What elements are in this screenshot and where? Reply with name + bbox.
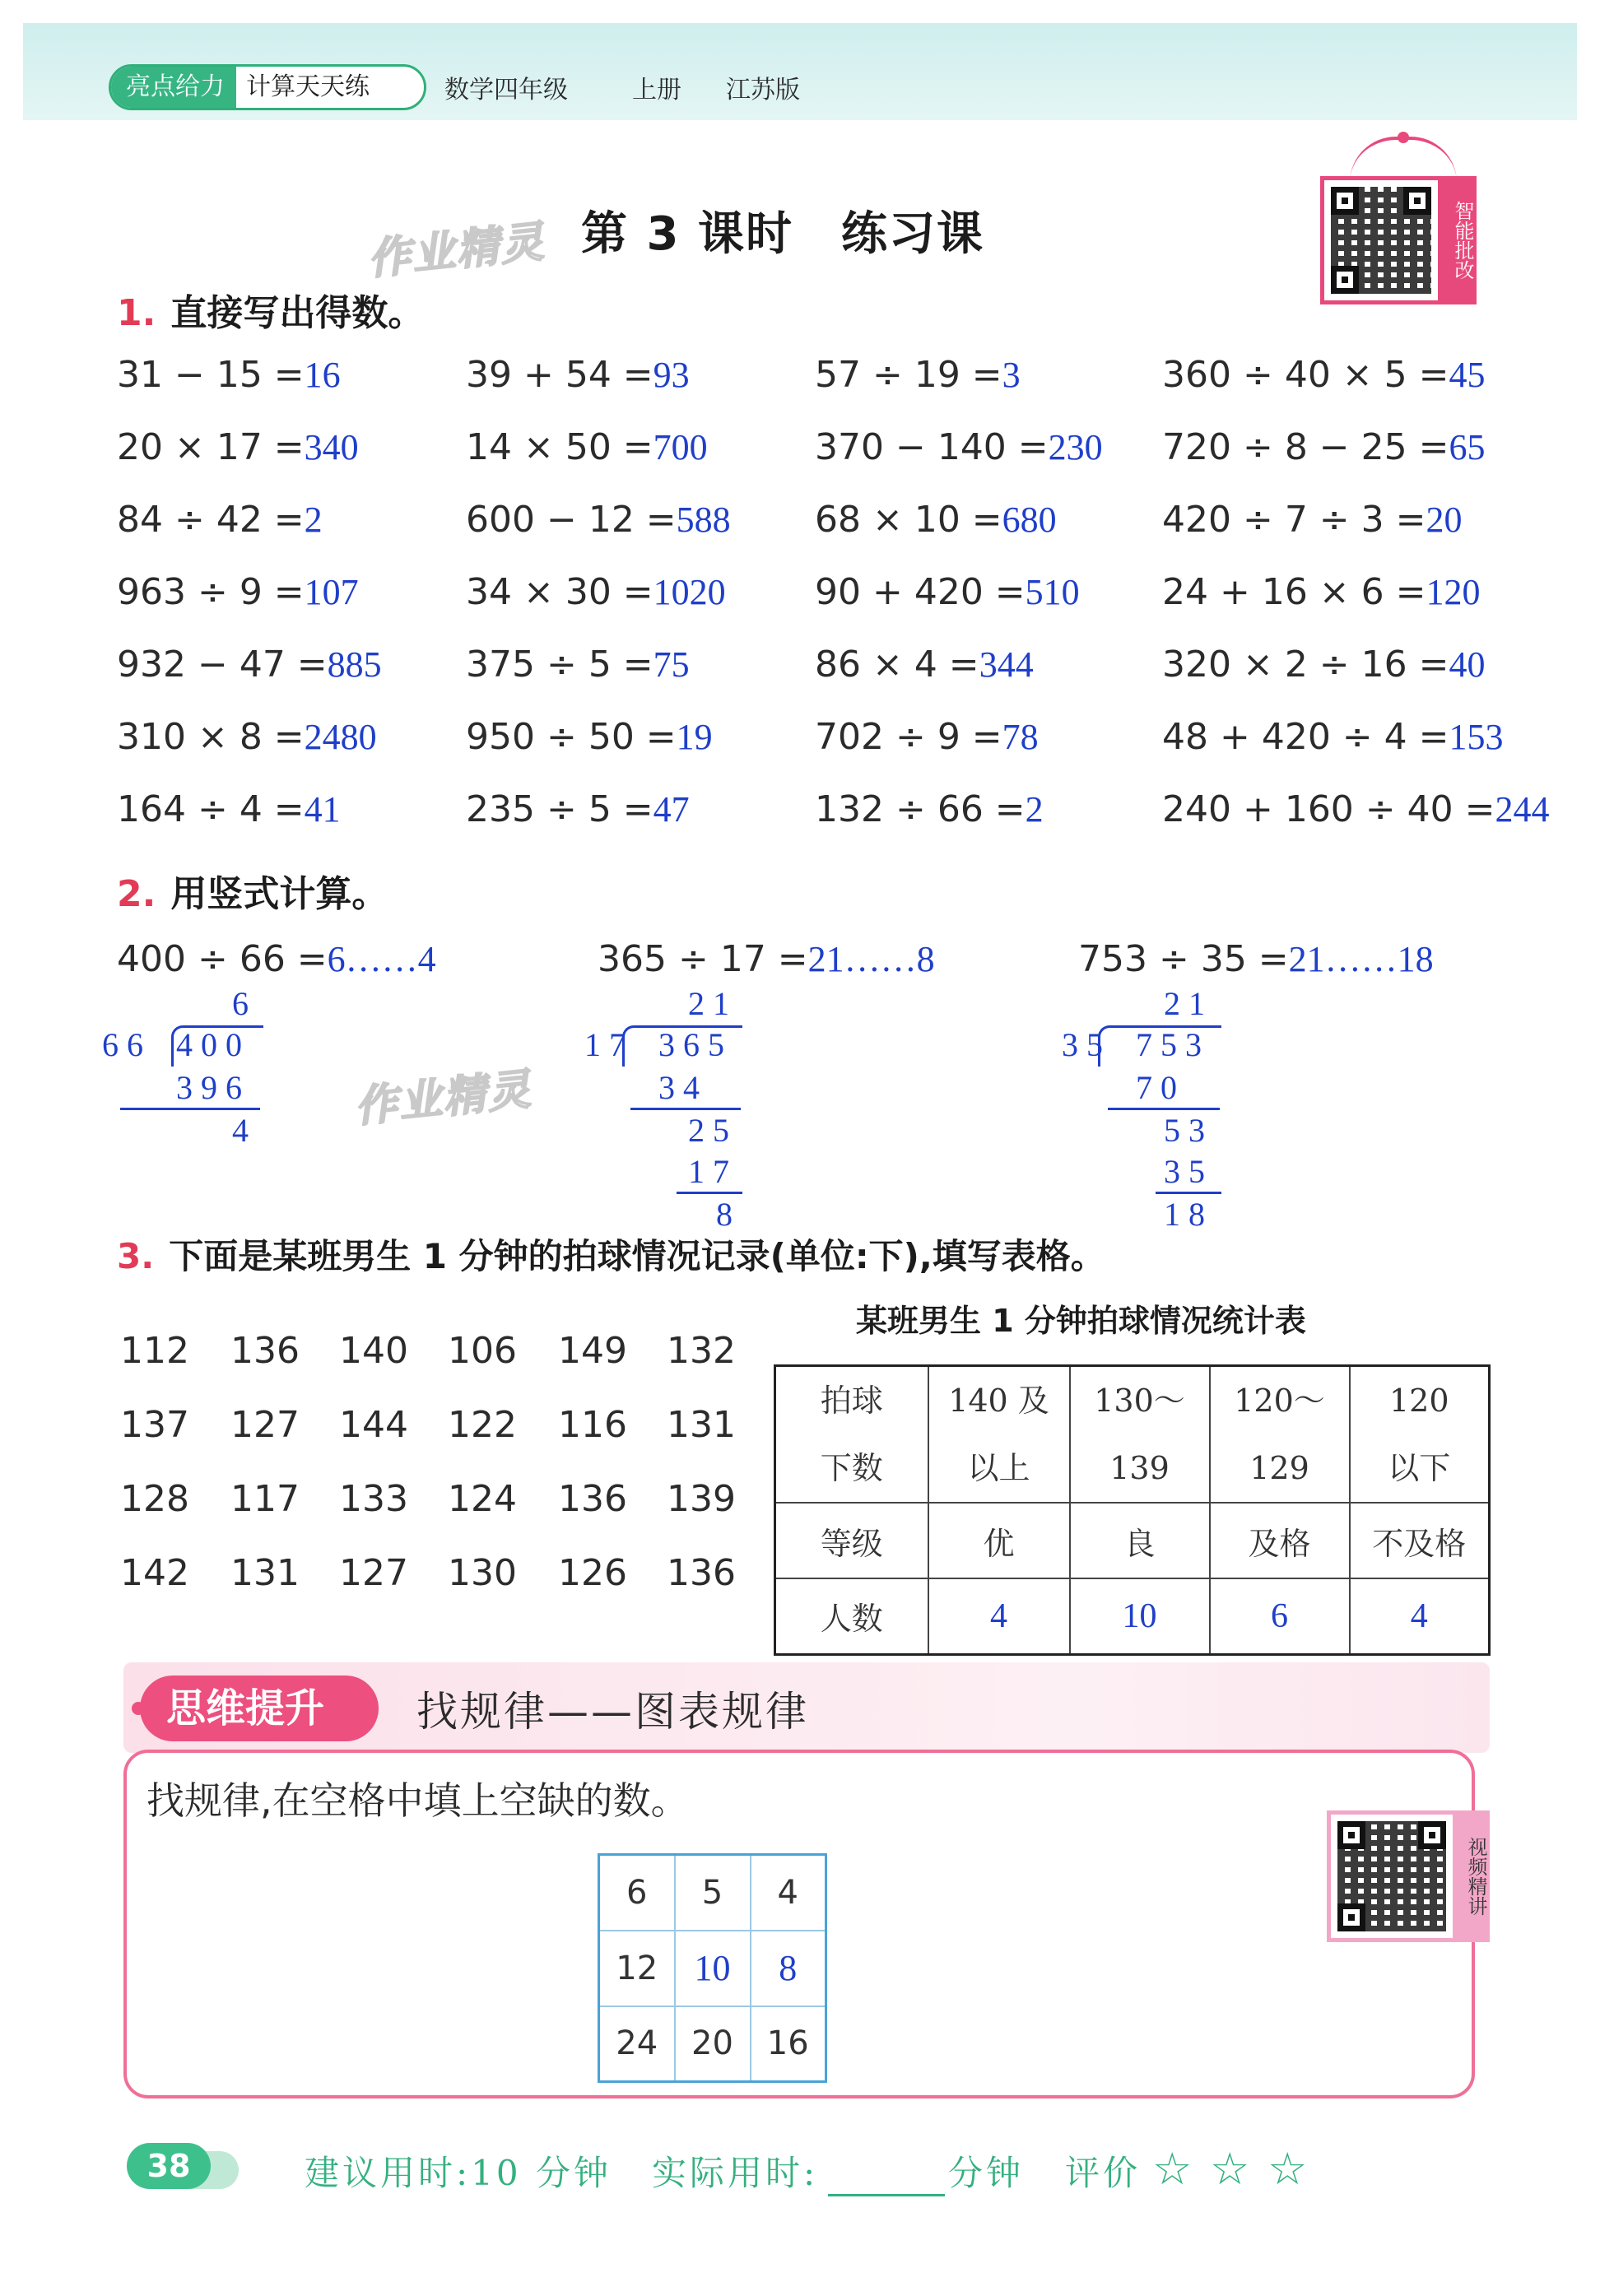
grid-row — [599, 1931, 826, 2006]
grid-cell: 12 — [599, 1931, 675, 2006]
division-problem — [1078, 938, 1434, 980]
problem-text: 57 ÷ 19 = — [815, 354, 1002, 396]
answer: 2480 — [304, 717, 377, 757]
section-number: 2. — [117, 873, 156, 915]
math-problem — [1162, 571, 1481, 613]
grid-cell: 16 — [751, 2006, 826, 2082]
answer: 2 — [1025, 789, 1044, 830]
record-value: 122 — [448, 1404, 517, 1446]
answer: 47 — [653, 789, 690, 830]
qr-code-grading[interactable] — [1320, 176, 1442, 304]
record-value: 131 — [230, 1552, 300, 1594]
answer: 3 — [1002, 355, 1021, 395]
qr-finder — [1331, 266, 1359, 294]
problem-text: 963 ÷ 9 = — [117, 571, 305, 613]
table-row — [775, 1578, 1490, 1654]
record-value: 132 — [667, 1330, 736, 1372]
grid-row — [599, 2006, 826, 2082]
grid-cell: 5 — [675, 1855, 751, 1931]
problem-text: 753 ÷ 35 = — [1078, 938, 1289, 980]
answer: 40 — [1449, 644, 1486, 685]
divisor: 35 — [1062, 1026, 1111, 1063]
answer: 510 — [1025, 572, 1080, 612]
answer: 45 — [1449, 355, 1486, 395]
math-problem — [117, 499, 323, 541]
range-cell — [1070, 1366, 1210, 1504]
section-number: 3. — [117, 1236, 155, 1276]
record-value: 112 — [120, 1330, 189, 1372]
problem-text: 84 ÷ 42 = — [117, 499, 305, 541]
volume-label: 上册 — [632, 76, 681, 105]
cell-text: 下数 — [820, 1450, 883, 1486]
record-value: 133 — [339, 1478, 408, 1520]
actual-time-label: 实际用时: — [652, 2153, 819, 2193]
step: 34 — [658, 1069, 708, 1106]
math-problem — [117, 354, 341, 396]
qr-finder — [1403, 187, 1431, 215]
problem-text: 702 ÷ 9 = — [815, 716, 1002, 758]
table-title: 某班男生 1 分钟拍球情况统计表 — [856, 1303, 1306, 1339]
problem-text: 400 ÷ 66 = — [117, 938, 328, 980]
grid-cell: 4 — [751, 1855, 826, 1931]
math-problem — [117, 571, 359, 613]
problem-text: 600 − 12 = — [466, 499, 677, 541]
record-value: 136 — [558, 1478, 627, 1520]
cell-text: 拍球 — [820, 1383, 883, 1419]
record-value: 106 — [448, 1330, 517, 1372]
step: 35 — [1164, 1153, 1213, 1190]
record-value: 137 — [120, 1404, 189, 1446]
problem-text: 90 + 420 = — [815, 571, 1026, 613]
dividend: 753 — [1136, 1026, 1210, 1063]
grid-answer-cell: 10 — [675, 1931, 751, 2006]
cell-text: 130～ — [1094, 1383, 1185, 1419]
math-problem — [815, 716, 1039, 758]
answer: 19 — [676, 717, 713, 757]
math-problem — [466, 644, 690, 686]
subtraction-line — [630, 1108, 741, 1110]
series-name: 计算天天练 — [246, 72, 370, 101]
grid-cell: 24 — [599, 2006, 675, 2082]
watermark: 作业精灵 — [352, 1064, 535, 1133]
step: 70 — [1136, 1069, 1185, 1106]
count-cell: 6 — [1210, 1578, 1350, 1654]
edition-label: 江苏版 — [726, 76, 800, 105]
math-problem — [1162, 644, 1486, 686]
remainder: 8 — [716, 1196, 741, 1233]
math-problem — [1162, 499, 1463, 541]
answer: 680 — [1002, 500, 1057, 540]
subtraction-line — [120, 1108, 260, 1110]
suggested-time: 建议用时:10 分钟 — [305, 2153, 612, 2193]
record-value: 117 — [230, 1478, 300, 1520]
subject-label: 数学四年级 — [444, 76, 568, 105]
math-problem — [117, 716, 377, 758]
qr-finder — [1337, 1821, 1365, 1849]
quotient: 21 — [1164, 985, 1213, 1022]
divisor: 66 — [102, 1026, 151, 1063]
grid-row — [599, 1855, 826, 1931]
count-cell: 4 — [928, 1578, 1070, 1654]
math-problem — [815, 644, 1034, 686]
answer: 340 — [304, 427, 359, 467]
dividend: 365 — [658, 1026, 733, 1063]
record-value: 127 — [339, 1552, 408, 1594]
problem-text: 365 ÷ 17 = — [598, 938, 808, 980]
step: 17 — [688, 1153, 737, 1190]
answer: 344 — [979, 644, 1034, 685]
problem-text: 39 + 54 = — [466, 354, 653, 396]
section-1-heading — [117, 283, 424, 336]
answer: 65 — [1449, 427, 1486, 467]
cell-text: 140 及 — [948, 1383, 1049, 1419]
math-problem — [815, 571, 1080, 613]
math-problem — [466, 788, 690, 830]
step: 25 — [688, 1112, 737, 1149]
answer: 885 — [327, 644, 382, 685]
cell-text: 129 — [1249, 1450, 1309, 1486]
record-value: 130 — [448, 1552, 517, 1594]
brand-name: 亮点给力 — [111, 67, 236, 108]
problem-text: 68 × 10 = — [815, 499, 1002, 541]
range-cell — [928, 1366, 1070, 1504]
record-value: 124 — [448, 1478, 517, 1520]
star-icon[interactable]: ☆ — [1152, 2143, 1193, 2195]
thinking-subtitle: 找规律——图表规律 — [416, 1688, 809, 1736]
problem-text: 24 + 16 × 6 = — [1162, 571, 1426, 613]
remainder: 4 — [232, 1112, 257, 1149]
qr-finder — [1418, 1821, 1446, 1849]
grid-answer-cell: 8 — [751, 1931, 826, 2006]
problem-text: 31 − 15 = — [117, 354, 305, 396]
cell-text: 以下 — [1388, 1450, 1451, 1486]
problem-text: 235 ÷ 5 = — [466, 788, 653, 830]
answer: 78 — [1002, 717, 1039, 757]
math-problem — [466, 354, 690, 396]
cell-text: 120～ — [1234, 1383, 1325, 1419]
section-2-heading — [117, 864, 388, 917]
stats-table — [774, 1364, 1491, 1656]
answer: 93 — [653, 355, 690, 395]
qr-tag-grading: 智能批改 — [1442, 176, 1477, 304]
answer: 107 — [304, 572, 359, 612]
math-problem — [466, 499, 731, 541]
rating-label: 评价 — [1065, 2153, 1142, 2193]
math-problem — [1162, 716, 1504, 758]
answer: 2 — [304, 500, 323, 540]
step: 53 — [1164, 1112, 1213, 1149]
math-problem — [815, 499, 1057, 541]
section-title: 直接写出得数。 — [170, 292, 425, 334]
problem-text: 420 ÷ 7 ÷ 3 = — [1162, 499, 1426, 541]
problem-text: 720 ÷ 8 − 25 = — [1162, 426, 1449, 468]
problem-text: 14 × 50 = — [466, 426, 653, 468]
step: 396 — [176, 1069, 250, 1106]
math-problem — [466, 426, 708, 468]
answer: 6……4 — [327, 939, 436, 979]
range-cell — [1350, 1366, 1490, 1504]
grid-cell: 20 — [675, 2006, 751, 2082]
row-header — [775, 1366, 928, 1504]
qr-tag-video: 视频精讲 — [1457, 1810, 1490, 1942]
row-header: 人数 — [775, 1578, 928, 1654]
answer: 700 — [653, 427, 708, 467]
section-title: 下面是某班男生 1 分钟的拍球情况记录(单位:下),填写表格。 — [169, 1236, 1105, 1276]
math-problem — [815, 354, 1021, 396]
subtraction-line — [677, 1192, 742, 1194]
problem-text: 932 − 47 = — [117, 644, 328, 686]
record-value: 116 — [558, 1404, 627, 1446]
math-problem — [117, 426, 359, 468]
math-problem — [815, 788, 1044, 830]
star-icon[interactable]: ☆ — [1210, 2143, 1250, 2195]
cell-text: 139 — [1109, 1450, 1170, 1486]
record-value: 128 — [120, 1478, 189, 1520]
problem-text: 86 × 4 = — [815, 644, 979, 686]
problem-text: 950 ÷ 50 = — [466, 716, 677, 758]
subtraction-line — [1108, 1108, 1220, 1110]
answer: 230 — [1048, 427, 1103, 467]
grade-cell: 良 — [1070, 1503, 1210, 1578]
grade-cell: 及格 — [1210, 1503, 1350, 1578]
record-value: 131 — [667, 1404, 736, 1446]
answer: 588 — [676, 500, 731, 540]
answer: 244 — [1495, 789, 1550, 830]
pattern-grid — [598, 1853, 827, 2083]
problem-text: 20 × 17 = — [117, 426, 305, 468]
qr-code-video[interactable] — [1327, 1810, 1457, 1942]
range-cell — [1210, 1366, 1350, 1504]
problem-text: 370 − 140 = — [815, 426, 1049, 468]
grade-cell: 不及格 — [1350, 1503, 1490, 1578]
answer: 120 — [1426, 572, 1481, 612]
star-icon[interactable]: ☆ — [1267, 2143, 1308, 2195]
grade-cell: 优 — [928, 1503, 1070, 1578]
table-row — [775, 1366, 1490, 1504]
problem-text: 375 ÷ 5 = — [466, 644, 653, 686]
watermark: 作业精灵 — [365, 216, 548, 286]
section-title: 用竖式计算。 — [170, 873, 388, 915]
thinking-badge: 思维提升 — [140, 1676, 379, 1741]
math-problem — [1162, 788, 1550, 830]
division-problem — [598, 938, 935, 980]
answer: 21……18 — [1288, 939, 1434, 979]
brand-logo — [109, 64, 426, 110]
math-problem — [815, 426, 1103, 468]
record-value: 144 — [339, 1404, 408, 1446]
count-cell: 10 — [1070, 1578, 1210, 1654]
answer: 1020 — [653, 572, 726, 612]
problem-text: 48 + 420 ÷ 4 = — [1162, 716, 1449, 758]
record-value: 139 — [667, 1478, 736, 1520]
answer: 41 — [304, 789, 341, 830]
math-problem — [466, 571, 726, 613]
answer: 20 — [1426, 500, 1463, 540]
math-problem — [1162, 354, 1486, 396]
qr-finder — [1337, 1903, 1365, 1931]
division-problem — [117, 938, 436, 980]
problem-text: 132 ÷ 66 = — [815, 788, 1026, 830]
cell-text: 以上 — [967, 1450, 1030, 1486]
dividend: 400 — [176, 1026, 250, 1063]
quotient: 21 — [688, 985, 737, 1022]
math-problem — [1162, 426, 1486, 468]
problem-text: 360 ÷ 40 × 5 = — [1162, 354, 1449, 396]
subtraction-line — [1156, 1192, 1221, 1194]
cell-text: 120 — [1388, 1383, 1449, 1419]
table-row — [775, 1503, 1490, 1578]
math-problem — [117, 644, 382, 686]
problem-text: 310 × 8 = — [117, 716, 305, 758]
math-problem — [117, 788, 341, 830]
actual-time-blank[interactable] — [828, 2194, 945, 2196]
math-problem — [466, 716, 713, 758]
section-3-heading — [117, 1229, 1105, 1279]
remainder: 18 — [1164, 1196, 1213, 1233]
record-value: 149 — [558, 1330, 627, 1372]
row-header: 等级 — [775, 1503, 928, 1578]
record-value: 140 — [339, 1330, 408, 1372]
section-number: 1. — [117, 292, 156, 334]
divisor: 17 — [584, 1026, 634, 1063]
record-value: 127 — [230, 1404, 300, 1446]
quotient: 6 — [232, 985, 257, 1022]
thinking-prompt: 找规律,在空格中填上空缺的数。 — [147, 1778, 689, 1823]
answer: 21……8 — [807, 939, 935, 979]
actual-time-unit: 分钟 — [948, 2153, 1025, 2193]
record-value: 126 — [558, 1552, 627, 1594]
problem-text: 34 × 30 = — [466, 571, 653, 613]
answer: 153 — [1449, 717, 1504, 757]
answer: 16 — [304, 355, 341, 395]
record-value: 142 — [120, 1552, 189, 1594]
answer: 75 — [653, 644, 690, 685]
problem-text: 320 × 2 ÷ 16 = — [1162, 644, 1449, 686]
page-number: 38 — [127, 2143, 211, 2189]
problem-text: 240 + 160 ÷ 40 = — [1162, 788, 1495, 830]
record-value: 136 — [667, 1552, 736, 1594]
lesson-title: 第 3 课时 练习课 — [581, 207, 984, 261]
record-value: 136 — [230, 1330, 300, 1372]
qr-finder — [1331, 187, 1359, 215]
grid-cell: 6 — [599, 1855, 675, 1931]
problem-text: 164 ÷ 4 = — [117, 788, 305, 830]
count-cell: 4 — [1350, 1578, 1490, 1654]
